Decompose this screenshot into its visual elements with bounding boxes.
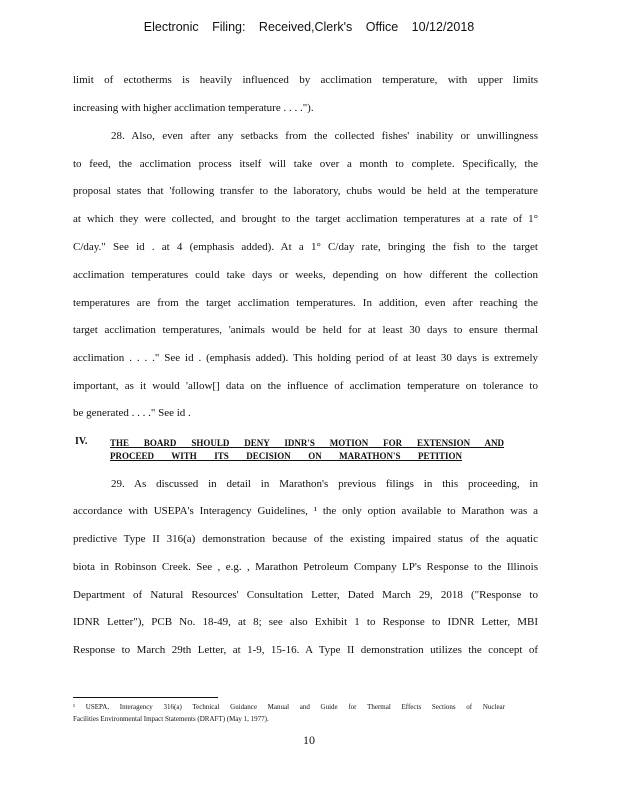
body-line: increasing with higher acclimation temperature . . . .").: [73, 102, 314, 114]
body-line: 28. Also, even after any setbacks from the collected fishes' inability or unwillingness: [111, 130, 538, 142]
footnote-line: ¹ USEPA, Interagency 316(a) Technical Guidance Manual and Guide for Thermal Effects Sections of Nuclear: [73, 703, 505, 711]
section-number: IV.: [75, 436, 88, 447]
body-line: target acclimation temperatures, 'animals would be held for at least 30 days to ensure thermal: [73, 324, 538, 336]
body-line: temperatures are from the target acclimation temperatures. In addition, even after reaching the: [73, 297, 538, 309]
body-line: Response to March 29th Letter, at 1-9, 15-16. A Type II demonstration utilizes the concept of: [73, 644, 538, 656]
body-line: acclimation . . . ." See id . (emphasis added). This holding period of at least 30 days is extremely: [73, 352, 538, 364]
body-line: to feed, the acclimation process itself will take over a month to complete. Specifically, the: [73, 158, 538, 170]
body-line: C/day." See id . at 4 (emphasis added). At a 1° C/day rate, bringing the fish to the target: [73, 241, 538, 253]
body-line: accordance with USEPA's Interagency Guidelines, ¹ the only option available to Marathon was a: [73, 505, 538, 517]
page-number: 10: [303, 733, 315, 747]
body-line: 29. As discussed in detail in Marathon's previous filings in this proceeding, in: [111, 478, 538, 490]
footnote-line: Facilities Environmental Impact Statements (DRAFT) (May 1, 1977).: [73, 715, 269, 723]
body-line: predictive Type II 316(a) demonstration because of the existing impaired status of the aquatic: [73, 533, 538, 545]
body-line: proposal states that 'following transfer to the laboratory, chubs would be held at the temperature: [73, 185, 538, 197]
body-line: at which they were collected, and brought to the target acclimation temperatures at a rate of 1°: [73, 213, 538, 225]
body-line: be generated . . . ." See id .: [73, 407, 191, 419]
section-heading-line: THE BOARD SHOULD DENY IDNR'S MOTION FOR EXTENSION AND: [110, 438, 504, 448]
body-line: IDNR Letter"), PCB No. 18-49, at 8; see also Exhibit 1 to Response to IDNR Letter, MBI: [73, 616, 538, 628]
filing-header: Electronic Filing: Received,Clerk's Office 10/12/2018: [143, 20, 475, 34]
footnote-divider: [73, 697, 218, 698]
section-heading-line: PROCEED WITH ITS DECISION ON MARATHON'S PETITION: [110, 451, 462, 461]
body-line: important, as it would 'allow[] data on the influence of acclimation temperature on tolerance to: [73, 380, 538, 392]
body-line: acclimation temperatures could take days or weeks, depending on how different the collection: [73, 269, 538, 281]
body-line: Department of Natural Resources' Consultation Letter, Dated March 29, 2018 ("Response to: [73, 589, 538, 601]
body-line: biota in Robinson Creek. See , e.g. , Marathon Petroleum Company LP's Response to the Illinois: [73, 561, 538, 573]
body-line: limit of ectotherms is heavily influenced by acclimation temperature, with upper limits: [73, 74, 538, 86]
